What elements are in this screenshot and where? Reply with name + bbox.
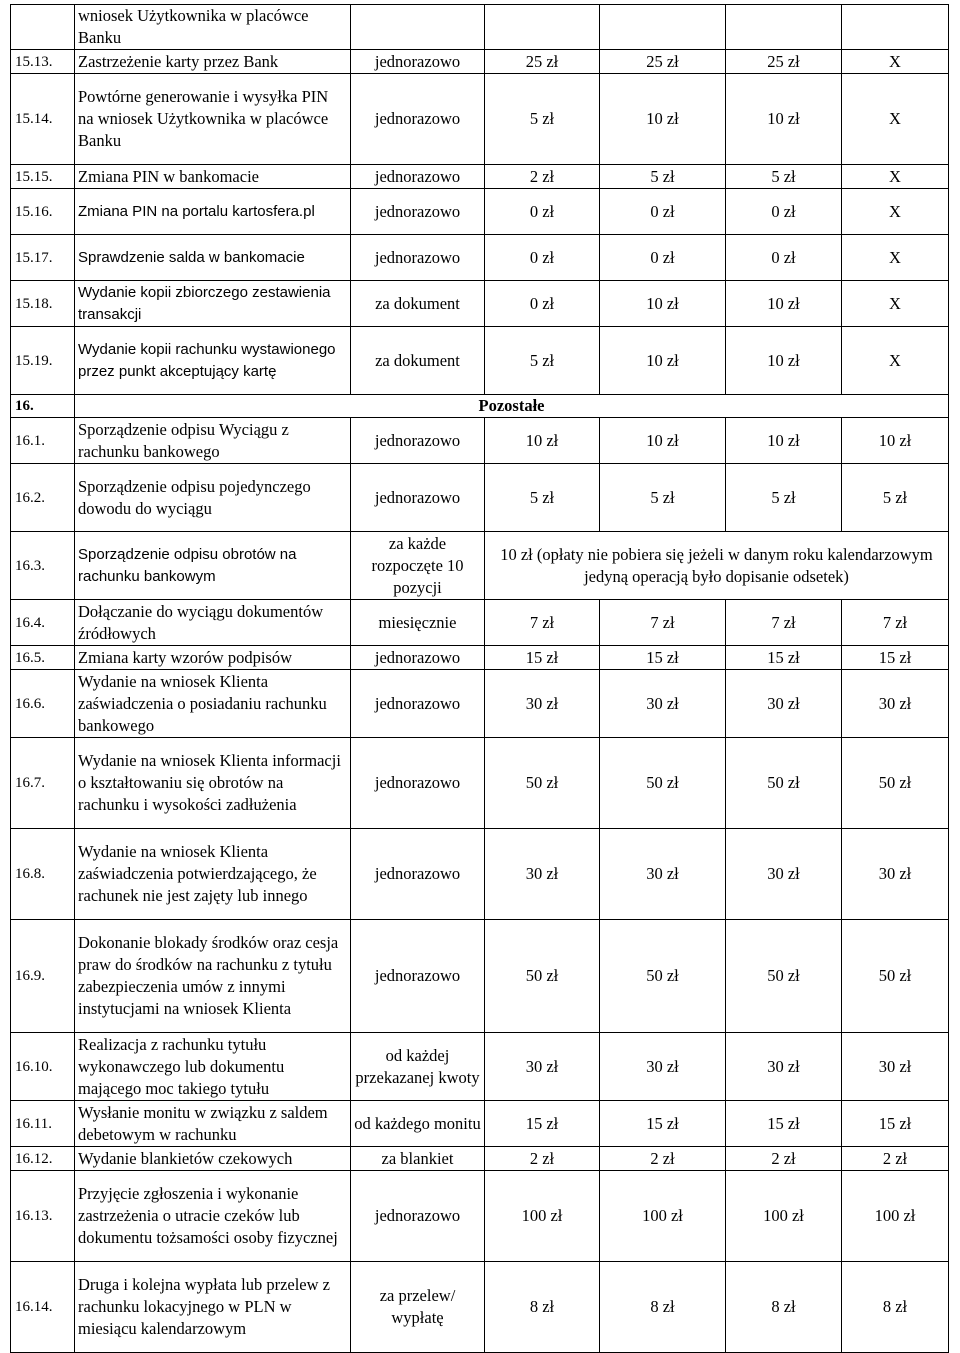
fee-frequency: za blankiet — [351, 1147, 485, 1171]
fee-value-2: 50 zł — [600, 920, 726, 1033]
fee-value-3: 0 zł — [726, 235, 842, 281]
fee-row — [11, 1033, 949, 1101]
fee-value-3: 10 zł — [726, 281, 842, 327]
fee-row — [11, 189, 949, 235]
fee-value-2: 10 zł — [600, 281, 726, 327]
fee-value-3 — [726, 5, 842, 50]
fee-row — [11, 235, 949, 281]
fee-name: Wydanie kopii zbiorczego zestawienia transakcji — [75, 281, 351, 327]
fee-value-4: 7 zł — [842, 600, 949, 646]
fee-name: Wydanie na wniosek Klienta zaświadczenia o posiadaniu rachunku bankowego — [75, 670, 351, 738]
fee-name: Sporządzenie odpisu pojedynczego dowodu do wyciągu — [75, 464, 351, 532]
fee-value-4: 15 zł — [842, 646, 949, 670]
fee-value-2: 15 zł — [600, 646, 726, 670]
fee-row — [11, 920, 949, 1033]
fee-frequency: jednorazowo — [351, 165, 485, 189]
fee-value-2: 5 zł — [600, 165, 726, 189]
fee-value-4: X — [842, 327, 949, 395]
fee-value-2: 25 zł — [600, 50, 726, 74]
fee-name: Zastrzeżenie karty przez Bank — [75, 50, 351, 74]
fee-number: 15.16. — [11, 189, 75, 235]
fee-value-4: 30 zł — [842, 670, 949, 738]
fee-note: 10 zł (opłaty nie pobiera się jeżeli w danym roku kalendarzowym jedyną operacją było dopisanie odsetek) — [485, 532, 949, 600]
fee-value-2: 7 zł — [600, 600, 726, 646]
fee-frequency: jednorazowo — [351, 50, 485, 74]
fee-number: 16.11. — [11, 1101, 75, 1147]
fee-value-1: 30 zł — [485, 829, 600, 920]
fee-value-3: 50 zł — [726, 738, 842, 829]
fee-frequency: za dokument — [351, 281, 485, 327]
fee-frequency: od każdej przekazanej kwoty — [351, 1033, 485, 1101]
fee-value-1: 50 zł — [485, 738, 600, 829]
fee-number: 16.6. — [11, 670, 75, 738]
fee-row — [11, 1171, 949, 1262]
fee-number: 16.4. — [11, 600, 75, 646]
fee-number: 16.13. — [11, 1171, 75, 1262]
fee-name: Zmiana PIN na portalu kartosfera.pl — [75, 189, 351, 235]
fee-name: Druga i kolejna wypłata lub przelew z rachunku lokacyjnego w PLN w miesiącu kalendarzowym — [75, 1262, 351, 1353]
fee-value-2: 10 zł — [600, 418, 726, 464]
fee-value-1: 0 zł — [485, 281, 600, 327]
fee-value-4: 50 zł — [842, 738, 949, 829]
fee-value-4: 8 zł — [842, 1262, 949, 1353]
fee-row — [11, 327, 949, 395]
fee-number: 15.17. — [11, 235, 75, 281]
fee-number — [11, 5, 75, 50]
fee-frequency: jednorazowo — [351, 646, 485, 670]
fee-number: 15.19. — [11, 327, 75, 395]
fee-value-2: 30 zł — [600, 1033, 726, 1101]
fee-frequency: jednorazowo — [351, 670, 485, 738]
fee-name: Sporządzenie odpisu Wyciągu z rachunku bankowego — [75, 418, 351, 464]
fee-frequency: jednorazowo — [351, 829, 485, 920]
fee-value-2: 50 zł — [600, 738, 726, 829]
fee-value-1: 30 zł — [485, 670, 600, 738]
fee-value-2: 0 zł — [600, 235, 726, 281]
fee-name: Wydanie na wniosek Klienta informacji o kształtowaniu się obrotów na rachunku i wysokości zadłużenia — [75, 738, 351, 829]
fee-value-2: 10 zł — [600, 74, 726, 165]
fee-value-2: 2 zł — [600, 1147, 726, 1171]
fee-value-4: 5 zł — [842, 464, 949, 532]
fee-value-1: 2 zł — [485, 1147, 600, 1171]
fee-row — [11, 646, 949, 670]
fee-value-3: 7 zł — [726, 600, 842, 646]
fee-row — [11, 1147, 949, 1171]
fee-value-2: 0 zł — [600, 189, 726, 235]
fee-value-1: 5 zł — [485, 327, 600, 395]
fee-frequency: jednorazowo — [351, 738, 485, 829]
fee-frequency: miesięcznie — [351, 600, 485, 646]
fee-value-4: 30 zł — [842, 1033, 949, 1101]
fee-number: 15.18. — [11, 281, 75, 327]
fee-value-4: X — [842, 189, 949, 235]
fee-value-3: 8 zł — [726, 1262, 842, 1353]
fee-value-3: 10 zł — [726, 418, 842, 464]
fee-value-1 — [485, 5, 600, 50]
fee-value-3: 15 zł — [726, 646, 842, 670]
fee-name: Realizacja z rachunku tytułu wykonawczego lub dokumentu mającego moc takiego tytułu — [75, 1033, 351, 1101]
fee-row — [11, 829, 949, 920]
fee-name: Przyjęcie zgłoszenia i wykonanie zastrzeżenia o utracie czeków lub dokumentu tożsamości osoby fizycznej — [75, 1171, 351, 1262]
fee-value-1: 2 zł — [485, 165, 600, 189]
fee-frequency: jednorazowo — [351, 74, 485, 165]
fee-number: 16.5. — [11, 646, 75, 670]
fee-value-1: 50 zł — [485, 920, 600, 1033]
fee-number: 16.3. — [11, 532, 75, 600]
fee-name: Zmiana karty wzorów podpisów — [75, 646, 351, 670]
fee-value-3: 25 zł — [726, 50, 842, 74]
fee-value-3: 0 zł — [726, 189, 842, 235]
fee-value-2: 100 zł — [600, 1171, 726, 1262]
fee-row — [11, 165, 949, 189]
fee-number: 16.14. — [11, 1262, 75, 1353]
fee-number: 16.7. — [11, 738, 75, 829]
fee-value-1: 8 zł — [485, 1262, 600, 1353]
fee-value-3: 2 zł — [726, 1147, 842, 1171]
section-number: 16. — [11, 395, 75, 418]
fee-name: Dokonanie blokady środków oraz cesja praw do środków na rachunku z tytułu zabezpieczenia umów z innymi instytucjami na wniosek Klienta — [75, 920, 351, 1033]
fee-value-3: 30 zł — [726, 1033, 842, 1101]
fee-value-1: 15 zł — [485, 646, 600, 670]
fee-number: 15.14. — [11, 74, 75, 165]
fee-value-4: X — [842, 165, 949, 189]
fee-row — [11, 670, 949, 738]
fee-value-2 — [600, 5, 726, 50]
fee-number: 15.15. — [11, 165, 75, 189]
fee-name: wniosek Użytkownika w placówce Banku — [75, 5, 351, 50]
fee-name: Powtórne generowanie i wysyłka PIN na wniosek Użytkownika w placówce Banku — [75, 74, 351, 165]
fee-name: Zmiana PIN w bankomacie — [75, 165, 351, 189]
fee-number: 16.2. — [11, 464, 75, 532]
fee-name: Wydanie kopii rachunku wystawionego przez punkt akceptujący kartę — [75, 327, 351, 395]
fee-frequency: jednorazowo — [351, 418, 485, 464]
fee-table-body — [11, 5, 949, 1353]
fee-value-4: 10 zł — [842, 418, 949, 464]
fee-number: 16.12. — [11, 1147, 75, 1171]
fee-frequency: jednorazowo — [351, 189, 485, 235]
fee-frequency: jednorazowo — [351, 1171, 485, 1262]
fee-value-1: 5 zł — [485, 464, 600, 532]
fee-value-1: 25 zł — [485, 50, 600, 74]
fee-number: 16.1. — [11, 418, 75, 464]
fee-row — [11, 74, 949, 165]
fee-value-4: 100 zł — [842, 1171, 949, 1262]
fee-value-4: X — [842, 50, 949, 74]
fee-name: Sporządzenie odpisu obrotów na rachunku bankowym — [75, 532, 351, 600]
fee-number: 16.9. — [11, 920, 75, 1033]
fee-row — [11, 1262, 949, 1353]
fee-value-1: 100 zł — [485, 1171, 600, 1262]
fee-value-3: 15 zł — [726, 1101, 842, 1147]
fee-row — [11, 50, 949, 74]
fee-value-2: 30 zł — [600, 829, 726, 920]
fee-value-2: 10 zł — [600, 327, 726, 395]
fee-value-2: 15 zł — [600, 1101, 726, 1147]
fee-number: 15.13. — [11, 50, 75, 74]
fee-row — [11, 600, 949, 646]
fee-value-4: 2 zł — [842, 1147, 949, 1171]
fee-name: Sprawdzenie salda w bankomacie — [75, 235, 351, 281]
fee-value-2: 8 zł — [600, 1262, 726, 1353]
fee-value-4: X — [842, 281, 949, 327]
fee-frequency: za dokument — [351, 327, 485, 395]
fee-value-1: 0 zł — [485, 235, 600, 281]
fee-name: Wydanie blankietów czekowych — [75, 1147, 351, 1171]
fee-frequency — [351, 5, 485, 50]
fee-row — [11, 1101, 949, 1147]
section-title: Pozostałe — [75, 395, 949, 418]
fee-value-3: 5 zł — [726, 464, 842, 532]
fee-value-2: 30 zł — [600, 670, 726, 738]
fee-frequency: jednorazowo — [351, 920, 485, 1033]
fee-value-4 — [842, 5, 949, 50]
fee-name: Wysłanie monitu w związku z saldem debetowym w rachunku — [75, 1101, 351, 1147]
fee-frequency: za każde rozpoczęte 10 pozycji — [351, 532, 485, 600]
fee-row — [11, 5, 949, 50]
fee-frequency: od każdego monitu — [351, 1101, 485, 1147]
fee-frequency: za przelew/ wypłatę — [351, 1262, 485, 1353]
fee-row — [11, 738, 949, 829]
fee-number: 16.10. — [11, 1033, 75, 1101]
fee-value-3: 100 zł — [726, 1171, 842, 1262]
fee-value-4: 30 zł — [842, 829, 949, 920]
fee-value-4: 50 zł — [842, 920, 949, 1033]
fee-frequency: jednorazowo — [351, 235, 485, 281]
fee-table — [10, 4, 949, 1353]
fee-row — [11, 464, 949, 532]
fee-value-2: 5 zł — [600, 464, 726, 532]
fee-value-4: X — [842, 235, 949, 281]
fee-value-4: X — [842, 74, 949, 165]
fee-value-3: 30 zł — [726, 670, 842, 738]
fee-name: Wydanie na wniosek Klienta zaświadczenia potwierdzającego, że rachunek nie jest zajęty lub innego — [75, 829, 351, 920]
fee-value-1: 30 zł — [485, 1033, 600, 1101]
fee-row — [11, 281, 949, 327]
fee-value-1: 5 zł — [485, 74, 600, 165]
fee-frequency: jednorazowo — [351, 464, 485, 532]
fee-value-3: 50 zł — [726, 920, 842, 1033]
section-row — [11, 395, 949, 418]
fee-row — [11, 418, 949, 464]
fee-value-1: 15 zł — [485, 1101, 600, 1147]
fee-value-1: 7 zł — [485, 600, 600, 646]
fee-value-3: 30 zł — [726, 829, 842, 920]
fee-name: Dołączanie do wyciągu dokumentów źródłowych — [75, 600, 351, 646]
fee-value-1: 10 zł — [485, 418, 600, 464]
fee-row — [11, 532, 949, 600]
fee-value-4: 15 zł — [842, 1101, 949, 1147]
fee-value-3: 10 zł — [726, 74, 842, 165]
fee-number: 16.8. — [11, 829, 75, 920]
fee-value-3: 5 zł — [726, 165, 842, 189]
fee-value-1: 0 zł — [485, 189, 600, 235]
fee-value-3: 10 zł — [726, 327, 842, 395]
